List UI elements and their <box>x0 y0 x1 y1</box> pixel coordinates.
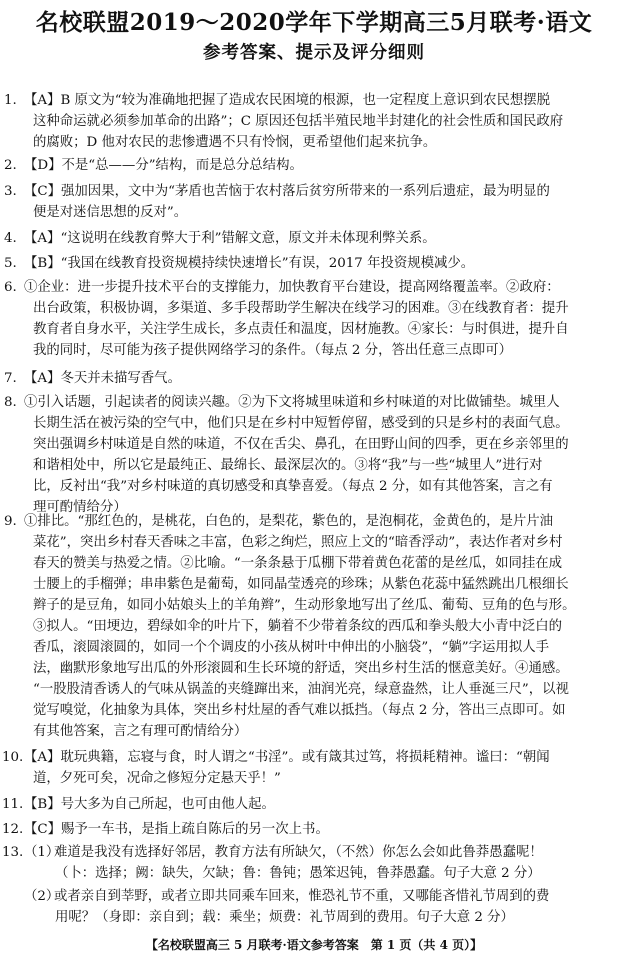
answer-item-10 <box>0 749 628 789</box>
item-line: ①企业：进一步提升技术平台的支撑能力，加快教育平台建设，提高网络覆盖率。②政府： <box>24 280 560 295</box>
answer-item-13 <box>0 844 628 934</box>
answer-item-8 <box>0 394 628 519</box>
answer-item-7 <box>0 370 628 390</box>
item-number: 3. <box>4 184 17 199</box>
item-line: 菜花”，突出乡村春天香味之丰富，色彩之绚烂，照应上文的“暗香浮动”，表达作者对乡村 <box>33 535 563 550</box>
item-line: 比，反衬出“我”对乡村味道的真切感受和真挚喜爱。（每点 2 分，如有其他答案，言之有 <box>33 479 553 494</box>
item-line: 突出强调乡村味道是自然的味道，不仅在舌尖、鼻孔，在田野山间的四季，更在乡亲邻里的 <box>33 437 569 452</box>
item-number: 1. <box>4 93 17 108</box>
answer-item-9 <box>0 513 628 743</box>
item-line: 【C】赐予一车书，是指上疏自陈后的另一次上书。 <box>24 822 329 837</box>
item-line: 便是对迷信思想的反对”。 <box>33 205 188 220</box>
item-number: 4. <box>4 231 17 246</box>
item-line: 有其他答案，言之有理可酌情给分） <box>33 724 248 739</box>
answer-item-2 <box>0 157 628 177</box>
item-line: ①引入话题，引起读者的阅读兴趣。②为下文将城里味道和乡村味道的对比做铺垫。城里人 <box>24 395 560 410</box>
item-line: 【C】强加因果，文中为“茅盾也苦恼于农村落后贫穷所带来的一系列后遗症，最为明显的 <box>24 184 550 199</box>
item-line: 士腰上的手榴弹；串串紫色是葡萄，如同晶莹透亮的珍珠；从紫色花蕊中猛然跳出几根细长 <box>33 577 569 592</box>
item-line: 和谐相处中，所以它是最纯正、最绵长、最深层次的。③将“我”与一些“城里人”进行对 <box>33 458 543 473</box>
item-line: 【A】B 原文为“较为准确地把握了造成农民困境的根源，也一定程度上意识到农民想摆脱 <box>24 93 551 108</box>
answer-item-1 <box>0 92 628 152</box>
answer-item-3 <box>0 183 628 223</box>
item-number: 13. <box>2 845 24 860</box>
item-line: ①排比。“那红色的，是桃花，白色的，是梨花，紫色的，是泡桐花，金黄色的，是片片油 <box>24 514 554 529</box>
item-line: 辫子的是豆角，如同小姑娘头上的羊角辫”，生动形象地写出了丝瓜、葡萄、豆角的色与形。 <box>33 598 576 613</box>
answer-item-6 <box>0 279 628 364</box>
item-line: 或者亲自到莘野，或者立即共同乘车回来，惟恐礼节不重，又哪能吝惜礼节周到的费 <box>54 889 550 904</box>
item-number: 11. <box>2 797 24 812</box>
item-line: 我的同时，尽可能为孩子提供网络学习的条件。（每点 2 分，答出任意三点即可） <box>33 343 513 358</box>
page-footer: 【名校联盟高三 5 月联考·语文参考答案 第 1 页（共 4 页）】 <box>145 938 483 952</box>
item-line: 的腐败；D 他对农民的悲惨遭遇不只有怜悯，更希望他们起来抗争。 <box>33 135 437 150</box>
item-line: 这种命运就必须参加革命的出路”；C 原因还包括半殖民地半封建化的社会性质和国民政府 <box>33 114 564 129</box>
answer-item-4 <box>0 230 628 250</box>
item-line: ③拟人。“田埂边，碧绿如伞的叶片下，躺着不少带着条纹的西瓜和拳头般大小青中泛白的 <box>33 619 563 634</box>
item-line: 【D】不是“总——分”结构，而是总分总结构。 <box>24 158 303 173</box>
page-title: 名校联盟2019～2020学年下学期高三5月联考·语文 <box>35 9 593 36</box>
item-line: 道，夕死可矣，况命之修短分定悬天乎！” <box>33 771 281 786</box>
item-number: 8. <box>4 395 17 410</box>
item-line: 法，幽默形象地写出瓜的外形滚圆和生长环境的舒适，突出乡村生活的惬意美好。④通感。 <box>33 661 569 676</box>
sub-item-label: （2） <box>24 889 60 904</box>
item-line: 春天的赞美与热爱之情。②比喻。“一条条悬于瓜棚下带着黄色花蕾的是丝瓜，如同挂在成 <box>33 556 563 571</box>
item-line: 出台政策，积极协调，多渠道、多手段帮助学生解决在线学习的困难。③在线教育者：提升 <box>33 301 569 316</box>
item-number: 2. <box>4 158 17 173</box>
item-line: （卜：选择；阙：缺失，欠缺；鲁：鲁钝；愚笨迟钝，鲁莽愚蠢。句子大意 2 分） <box>55 866 541 881</box>
answer-item-12 <box>0 821 628 841</box>
item-line: 难道是我没有选择好邻居，教育方法有所缺欠，（不然）你怎么会如此鲁莽愚蠢呢！ <box>54 845 543 860</box>
item-line: 教育者自身水平，关注学生成长，多点责任和温度，因材施教。④家长：与时俱进，提升自 <box>33 322 569 337</box>
sub-item-label: （1） <box>24 845 60 860</box>
item-line: 【A】冬天并未描写香气。 <box>24 371 181 386</box>
item-number: 9. <box>4 514 17 529</box>
answer-item-11 <box>0 796 628 816</box>
item-number: 7. <box>4 371 17 386</box>
item-line: 理可酌情给分） <box>33 500 127 515</box>
item-line: 【B】“我国在线教育投资规模持续快速增长”有误，2017 年投资规模减少。 <box>24 256 475 271</box>
item-line: “一股股清香诱人的气味从锅盖的夹缝蹿出来，油润光亮，绿意盎然，让人垂涎三尺”，以视 <box>33 682 569 697</box>
item-line: 觉写嗅觉，化抽象为具体，突出乡村灶屋的香气难以抵挡。（每点 2 分，答出三点即可。如 <box>33 703 566 718</box>
item-line: 【B】号大多为自己所起，也可由他人起。 <box>24 797 275 812</box>
answer-item-5 <box>0 255 628 275</box>
item-line: 长期生活在被污染的空气中，他们只是在乡村中短暂停留，感受到的只是乡村的表面气息。 <box>33 416 569 431</box>
item-line: 【A】耽玩典籍，忘寝与食，时人谓之“书淫”。或有箴其过笃，将损耗精神。谧曰：“朝闻 <box>24 750 550 765</box>
item-line: 香瓜，滚圆滚圆的，如同一个个调皮的小孩从树叶中伸出的小脑袋”，“躺”字运用拟人手 <box>33 640 549 655</box>
item-line: 用呢？（身即：亲自到；载：乘坐；烦费：礼节周到的费用。句子大意 2 分） <box>55 910 514 925</box>
item-line: 【A】“这说明在线教育弊大于利”错解文意，原文并未体现利弊关系。 <box>24 231 436 246</box>
item-number: 5. <box>4 256 17 271</box>
page-subtitle: 参考答案、提示及评分细则 <box>203 43 425 63</box>
item-number: 12. <box>2 822 24 837</box>
item-number: 6. <box>4 280 17 295</box>
item-number: 10. <box>2 750 24 765</box>
